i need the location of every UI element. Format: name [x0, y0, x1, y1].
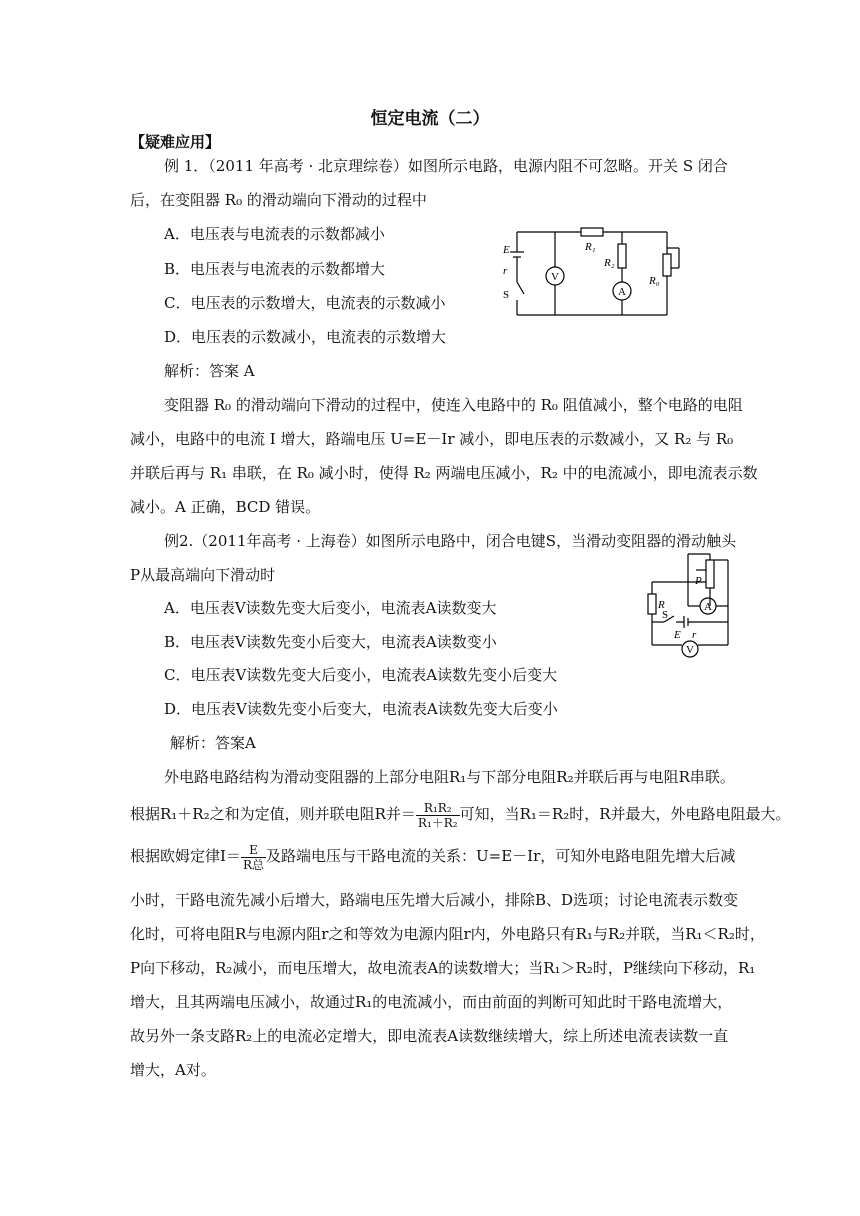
ex1-question-line1: 例 1．（2011 年高考 · 北京理综卷）如图所示电路，电源内阻不可忽略。开关 S 闭合: [164, 157, 728, 175]
ex2-analysis-line3-start: 根据欧姆定律I＝: [130, 847, 241, 865]
fig2-label-r: R: [658, 599, 665, 611]
fraction1-denominator: R₁＋R₂: [417, 815, 458, 830]
fig2-voltmeter-label: V: [686, 644, 694, 656]
fig1-label-r0: R₀: [649, 275, 660, 287]
ex2-option-d: D．电压表V读数先变小后变大，电流表A读数先变大后变小: [164, 700, 558, 718]
ex2-question-line2: P从最高端向下滑动时: [130, 566, 276, 584]
fig1-label-r2: R₂: [604, 257, 615, 269]
fig1-label-s: S: [503, 289, 510, 301]
fig1-ammeter-label: A: [618, 286, 626, 298]
ex1-option-c: C．电压表的示数增大，电流表的示数减小: [164, 294, 446, 312]
ex2-analysis-line3-end: 及路端电压与干路电流的关系：U=E－Ir，可知外电路电阻先增大后减: [265, 847, 736, 865]
fig2-label-s: S: [662, 609, 669, 621]
ex1-question-line2: 后，在变阻器 R₀ 的滑动端向下滑动的过程中: [130, 191, 427, 209]
fraction2-numerator: E: [241, 843, 266, 858]
ex1-analysis-line4: 减小。A 正确，BCD 错误。: [130, 498, 321, 516]
fig2-label-r-internal: r: [692, 629, 697, 641]
ex2-analysis-line6: P向下移动，R₂减小，而电压增大，故电流表A的读数增大；当R₁＞R₂时，P继续向下移动，R₁: [130, 959, 756, 977]
ex2-option-b: B．电压表V读数先变小后变大，电流表A读数变小: [164, 633, 497, 651]
ex1-option-d: D．电压表的示数减小，电流表的示数增大: [164, 328, 447, 346]
fig1-voltmeter-label: V: [551, 271, 559, 283]
ex2-analysis-line2: [130, 794, 791, 834]
parallel-resistance-fraction: [416, 801, 460, 830]
ex2-analysis-line4: 小时，干路电流先减小后增大，路端电压先增大后减小，排除B、D选项；讨论电流表示数变: [130, 891, 739, 909]
ex2-analysis-line5: 化时，可将电阻R与电源内阻r之和等效为电源内阻r内，外电路只有R₁与R₂并联，当R₁＜R₂时，: [130, 925, 765, 943]
ex1-option-a: A．电压表与电流表的示数都减小: [164, 225, 385, 243]
ex2-analysis-line1: 外电路电路结构为滑动变阻器的上部分电阻R₁与下部分电阻R₂并联后再与电阻R串联。: [164, 768, 735, 786]
section-heading: 【疑难应用】: [130, 133, 221, 151]
fig1-label-e: E: [503, 244, 510, 256]
fig2-ammeter-label: A: [704, 601, 712, 613]
ex2-option-a: A．电压表V读数先变大后变小，电流表A读数变大: [164, 599, 497, 617]
ex2-question-line1: 例2.（2011年高考 · 上海卷）如图所示电路中，闭合电键S，当滑动变阻器的滑动触头: [164, 532, 737, 550]
ex1-answer: 解析：答案 A: [164, 362, 255, 380]
ex1-analysis-line1: 变阻器 R₀ 的滑动端向下滑动的过程中，使连入电路中的 R₀ 阻值减小，整个电路的电阻: [164, 396, 743, 414]
ohm-law-fraction: [241, 843, 266, 872]
ex2-analysis-line8: 故另外一条支路R₂上的电流必定增大，即电流表A读数继续增大，综上所述电流表读数一直: [130, 1027, 729, 1045]
ex1-analysis-line2: 减小，电路中的电流 I 增大，路端电压 U=E－Ir 减小，即电压表的示数减小，又 R₂ 与 R₀: [130, 430, 734, 448]
fraction1-numerator: R₁R₂: [416, 801, 460, 816]
ex2-analysis-line2-end: 可知，当R₁＝R₂时，R并最大，外电路电阻最大。: [459, 805, 791, 823]
ex2-analysis-line9: 增大，A对。: [130, 1061, 216, 1079]
ex2-option-c: C．电压表V读数先变大后变小，电流表A读数先变小后变大: [164, 666, 558, 684]
fig1-label-r: r: [503, 265, 508, 277]
fraction2-denominator: R总: [242, 857, 264, 872]
ex2-analysis-line2-start: 根据R₁＋R₂之和为定值，则并联电阻R并＝: [130, 805, 416, 823]
circuit-diagram-1: [497, 222, 697, 322]
fig1-label-r1: R₁: [585, 241, 596, 253]
page-title: 恒定电流（二）: [370, 109, 490, 129]
ex2-answer: 解析：答案A: [170, 734, 256, 752]
fig2-label-e: E: [674, 629, 681, 641]
circuit-diagram-2: [640, 550, 740, 660]
ex2-analysis-line7: 增大，且其两端电压减小，故通过R₁的电流减小，而由前面的判断可知此时干路电流增大，: [130, 993, 733, 1011]
ex1-option-b: B．电压表与电流表的示数都增大: [164, 260, 386, 278]
ex1-analysis-line3: 并联后再与 R₁ 串联，在 R₀ 减小时，使得 R₂ 两端电压减小，R₂ 中的电流减小，即电流表示数: [130, 464, 758, 482]
fig2-label-p: P: [695, 575, 702, 587]
ex2-analysis-line3: [130, 836, 735, 876]
